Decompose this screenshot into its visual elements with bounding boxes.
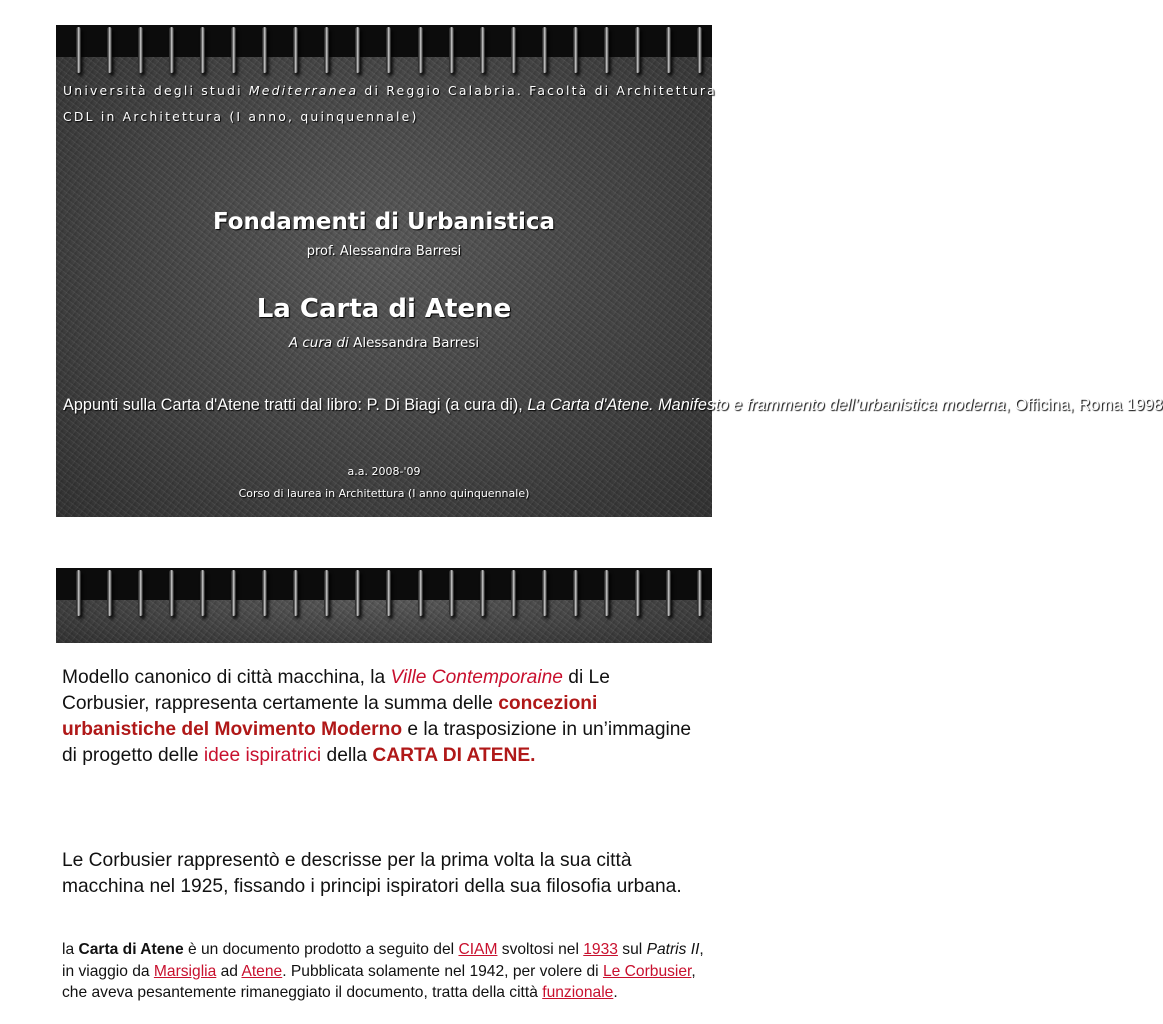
binding-ring bbox=[107, 27, 112, 73]
binding-ring bbox=[511, 570, 516, 616]
binding-ring bbox=[324, 27, 329, 73]
binding-ring bbox=[418, 27, 423, 73]
p1-text-a: Modello canonico di città macchina, la bbox=[62, 667, 391, 688]
binding-ring bbox=[635, 27, 640, 73]
p3-text-h: ad bbox=[216, 962, 242, 980]
link-marsiglia[interactable]: Marsiglia bbox=[153, 962, 217, 980]
binding-ring bbox=[138, 27, 143, 73]
binding-ring bbox=[169, 27, 174, 73]
faculty-text: di Reggio Calabria. Facoltà di Architettura bbox=[358, 83, 717, 98]
degree-course: Corso di laurea in Architettura (I anno quinquennale) bbox=[238, 487, 530, 500]
p3-text-a: la bbox=[62, 941, 79, 958]
university-line bbox=[63, 83, 717, 98]
curator-label: A cura di bbox=[288, 335, 349, 351]
notes-reference bbox=[63, 395, 1163, 416]
binding-ring bbox=[293, 27, 298, 73]
binding-ring bbox=[231, 570, 236, 616]
binding-ring bbox=[573, 27, 578, 73]
binding-ring bbox=[511, 27, 516, 73]
binding-ring bbox=[604, 27, 609, 73]
binding-ring bbox=[138, 570, 143, 616]
patris-ii-name: Patris II bbox=[646, 941, 700, 958]
binding-ring bbox=[355, 27, 360, 73]
p3-text-j: , che aveva pesantemente rimaneggiato il documento, tratta della città bbox=[62, 962, 696, 1001]
title-slide bbox=[56, 25, 1163, 517]
p3-text-d: svoltosi nel bbox=[497, 941, 584, 958]
carta-di-atene-term: CARTA DI ATENE. bbox=[372, 745, 536, 766]
binding-ring bbox=[386, 570, 391, 616]
binding-ring bbox=[200, 570, 205, 616]
binding-ring bbox=[666, 27, 671, 73]
binding-ring bbox=[293, 570, 298, 616]
p3-text-e: sul bbox=[617, 941, 647, 958]
lecture-title: La Carta di Atene bbox=[256, 294, 512, 324]
notes-intro: Appunti sulla Carta d'Atene tratti dal libro: P. Di Biagi (a cura di), bbox=[63, 396, 528, 414]
p1-text-g: della bbox=[321, 745, 373, 766]
link-atene[interactable]: Atene bbox=[241, 962, 283, 980]
binding-ring bbox=[418, 570, 423, 616]
university-name: Mediterranea bbox=[248, 83, 359, 98]
binding-ring bbox=[262, 570, 267, 616]
link-funzionale[interactable]: funzionale bbox=[542, 984, 614, 1001]
p3-text-i: . Pubblicata solamente nel 1942, per volere di bbox=[282, 962, 603, 980]
binding-ring bbox=[231, 27, 236, 73]
binding-ring bbox=[449, 570, 454, 616]
binding-ring bbox=[169, 570, 174, 616]
curator-line bbox=[56, 335, 712, 351]
p1-text-c: di Le Corbusier, rappresenta certamente la summa delle bbox=[62, 667, 610, 714]
cdl-line: CDL in Architettura (I anno, quinquennale) bbox=[63, 109, 419, 124]
binding-ring bbox=[697, 27, 702, 73]
binding-ring bbox=[666, 570, 671, 616]
paragraph-ville-contemporaine bbox=[62, 665, 702, 769]
binding-rings-2 bbox=[76, 570, 702, 618]
academic-year: a.a. 2008-'09 bbox=[347, 465, 421, 478]
binding-ring bbox=[76, 570, 81, 616]
curator-name: Alessandra Barresi bbox=[348, 335, 480, 351]
binding-ring bbox=[542, 570, 547, 616]
binding-ring bbox=[480, 27, 485, 73]
binding-ring bbox=[635, 570, 640, 616]
binding-ring bbox=[604, 570, 609, 616]
binding-ring bbox=[262, 27, 267, 73]
binding-ring bbox=[449, 27, 454, 73]
publisher-info: , Officina, Roma 1998 bbox=[1005, 396, 1163, 414]
binding-ring bbox=[107, 570, 112, 616]
ville-contemporaine-term: Ville Contemporaine bbox=[390, 667, 563, 688]
binding-ring bbox=[573, 570, 578, 616]
binding-ring bbox=[355, 570, 360, 616]
binding-ring bbox=[386, 27, 391, 73]
binding-ring bbox=[542, 27, 547, 73]
binding-rings bbox=[76, 27, 702, 75]
p3-text-k: . bbox=[613, 984, 618, 1001]
binding-ring bbox=[480, 570, 485, 616]
link-le-corbusier[interactable]: Le Corbusier bbox=[602, 962, 692, 980]
university-text: Università degli studi bbox=[63, 83, 249, 98]
p3-text-c: è un documento prodotto a seguito del bbox=[183, 941, 459, 958]
course-title: Fondamenti di Urbanistica bbox=[212, 209, 556, 235]
professor-name: prof. Alessandra Barresi bbox=[306, 244, 462, 259]
p3-text-g: , in viaggio da bbox=[62, 941, 704, 980]
binding-ring bbox=[200, 27, 205, 73]
idee-ispiratrici-term: idee ispiratrici bbox=[203, 745, 322, 766]
paragraph-citta-macchina: Le Corbusier rappresentò e descrisse per la prima volta la sua città macchina nel 1925, fissando i principi ispiratori della sua filosofia urbana. bbox=[62, 850, 682, 897]
link-1933[interactable]: 1933 bbox=[583, 941, 618, 958]
link-ciam[interactable]: CIAM bbox=[458, 941, 498, 958]
paragraph-wiki-definition bbox=[62, 939, 712, 1004]
binding-ring bbox=[697, 570, 702, 616]
concezioni-urbanistiche-term: concezioni urbanistiche del Movimento Moderno bbox=[62, 693, 598, 740]
book-title: La Carta d'Atene. Manifesto e frammento dell’urbanistica moderna bbox=[527, 396, 1006, 414]
carta-di-atene-bold: Carta di Atene bbox=[78, 941, 184, 958]
binding-ring bbox=[324, 570, 329, 616]
second-slide-header bbox=[56, 568, 712, 643]
p1-text-e: e la trasposizione in un’immagine di progetto delle bbox=[62, 719, 692, 766]
binding-ring bbox=[76, 27, 81, 73]
